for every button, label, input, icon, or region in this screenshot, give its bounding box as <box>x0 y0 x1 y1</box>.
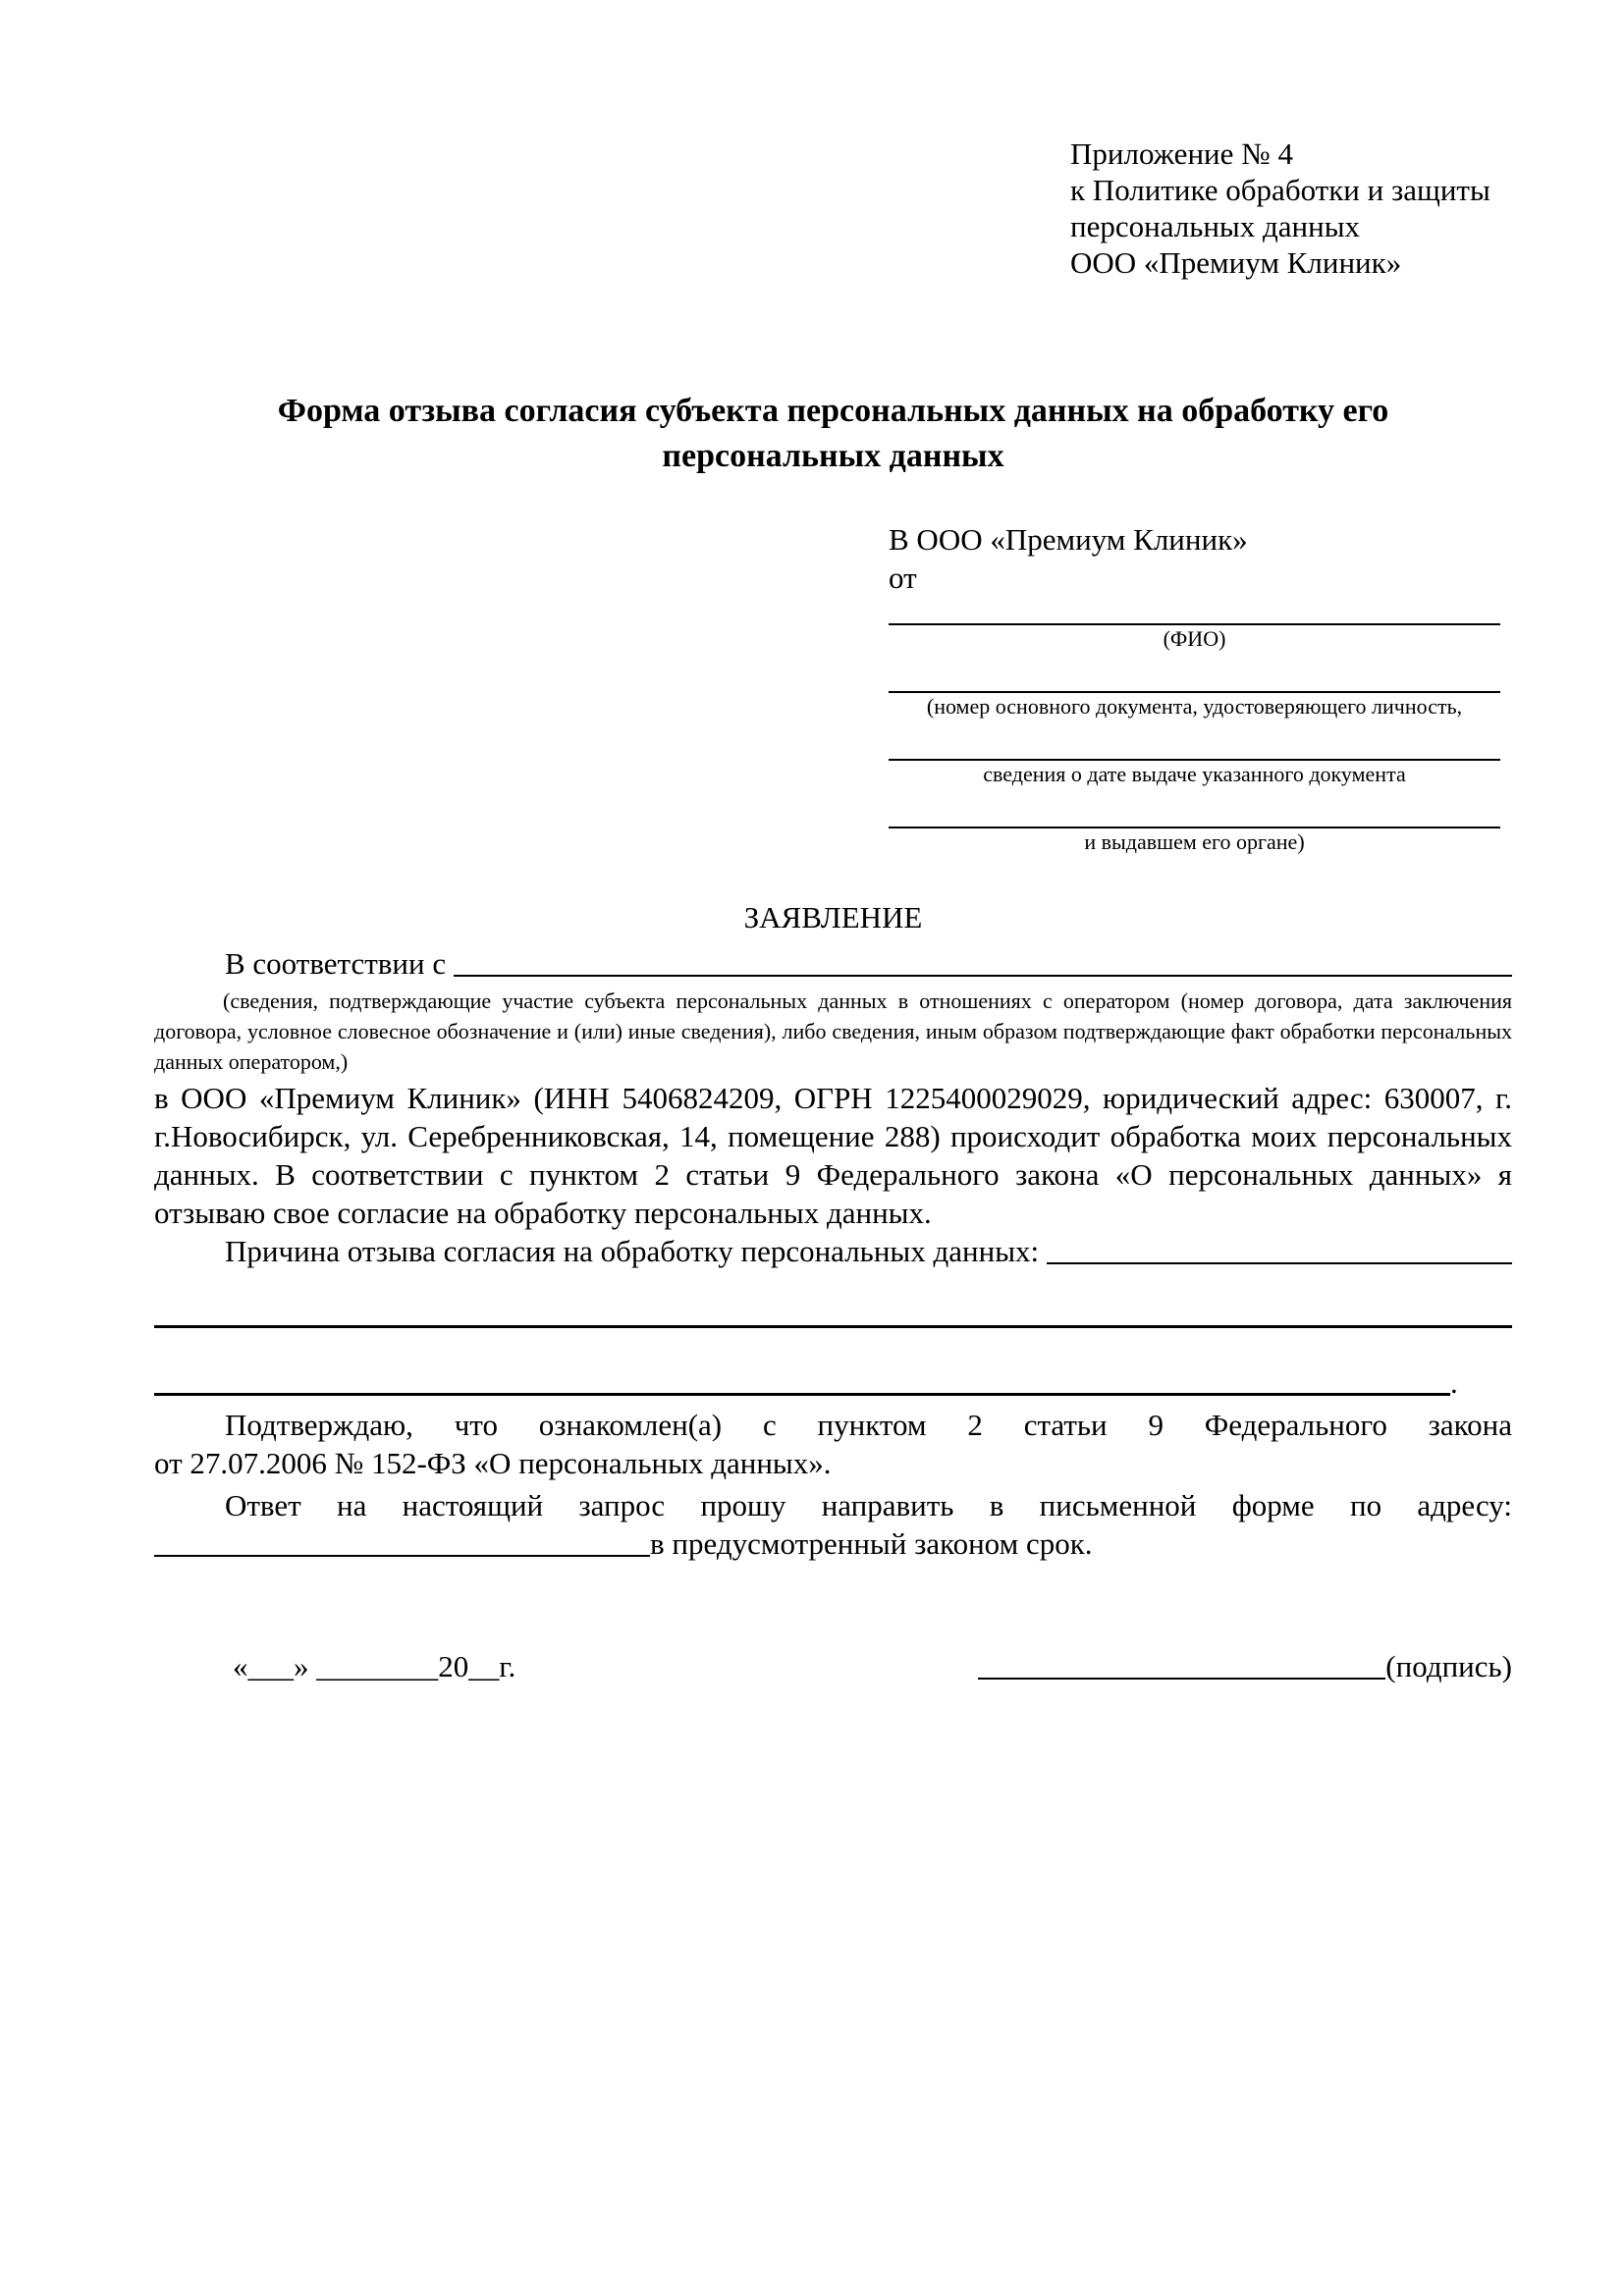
reason-blank-line <box>1047 1262 1512 1264</box>
footnote-text: (сведения, подтверждающие участие субъекта персональных данных в отношениях с оператором (номер договора, дата заключения договора, условное словесное обозначение и (или) иные сведения), либо сведения, иным образом подтверждающие факт обработки персональных данных оператором,) <box>154 988 1512 1074</box>
signature-caption: (подпись) <box>1385 1649 1512 1683</box>
recipient-block <box>889 520 1500 855</box>
recipient-from-label: от <box>889 561 917 595</box>
reply-address-row <box>154 1524 1512 1563</box>
reason-blank-line-2 <box>154 1325 1512 1328</box>
reason-row <box>154 1232 1512 1270</box>
issuer-caption: и выдавшем его органе) <box>1084 829 1305 854</box>
appendix-note <box>1070 135 1512 281</box>
appendix-line: ООО «Премиум Клиник» <box>1070 245 1402 280</box>
statement-heading: ЗАЯВЛЕНИЕ <box>743 900 923 934</box>
appendix-line: персональных данных <box>1070 209 1361 243</box>
intro-label: В соответствии с <box>225 946 454 981</box>
intro-blank-line <box>454 975 1512 977</box>
date-signature-row <box>154 1647 1512 1685</box>
document-number-caption: (номер основного документа, удостоверяющего личность, <box>926 694 1463 719</box>
reason-blank-line-3 <box>154 1363 1512 1402</box>
fio-caption: (ФИО) <box>1163 626 1226 651</box>
reply-tail-text: в предусмотренный законом срок. <box>650 1526 1093 1561</box>
appendix-line: Приложение № 4 <box>1070 136 1293 171</box>
issue-date-caption: сведения о дате выдаче указанного документа <box>983 762 1406 786</box>
confirm-paragraph-line1: Подтверждаю, что ознакомлен(а) с пунктом 2 статьи 9 Федерального закона <box>225 1408 1512 1442</box>
appendix-line: к Политике обработки и защиты <box>1070 173 1490 207</box>
confirm-paragraph-line2: от 27.07.2006 № 152-ФЗ «О персональных данных». <box>154 1446 832 1480</box>
reply-paragraph-line1: Ответ на настоящий запрос прошу направить в письменной форме по адресу: <box>225 1488 1512 1522</box>
signature-group <box>978 1647 1512 1685</box>
period-text: . <box>1450 1365 1458 1400</box>
intro-row <box>154 944 1512 983</box>
address-blank-line <box>154 1555 650 1557</box>
recipient-organization: В ООО «Премиум Клиник» <box>889 522 1248 557</box>
reason-label: Причина отзыва согласия на обработку персональных данных: <box>225 1234 1047 1268</box>
statement-body: в ООО «Премиум Клиник» (ИНН 5406824209, ОГРН 1225400029029, юридический адрес: 630007, г. г.Новосибирск, ул. Серебренниковская, 14, помещение 288) происходит обработка моих персональных данных. В соответствии с пунктом 2 статьи 9 Федерального закона «О персональных данных» я отзываю свое согласие на обработку персональных данных. <box>154 1081 1512 1230</box>
document-title: Форма отзыва согласия субъекта персональных данных на обработку его персональных данных <box>277 393 1389 474</box>
reason-blank-line-3-rule <box>154 1393 1450 1396</box>
signature-blank-line <box>978 1678 1385 1680</box>
date-blank-text: «___» ________20__г. <box>233 1649 516 1683</box>
